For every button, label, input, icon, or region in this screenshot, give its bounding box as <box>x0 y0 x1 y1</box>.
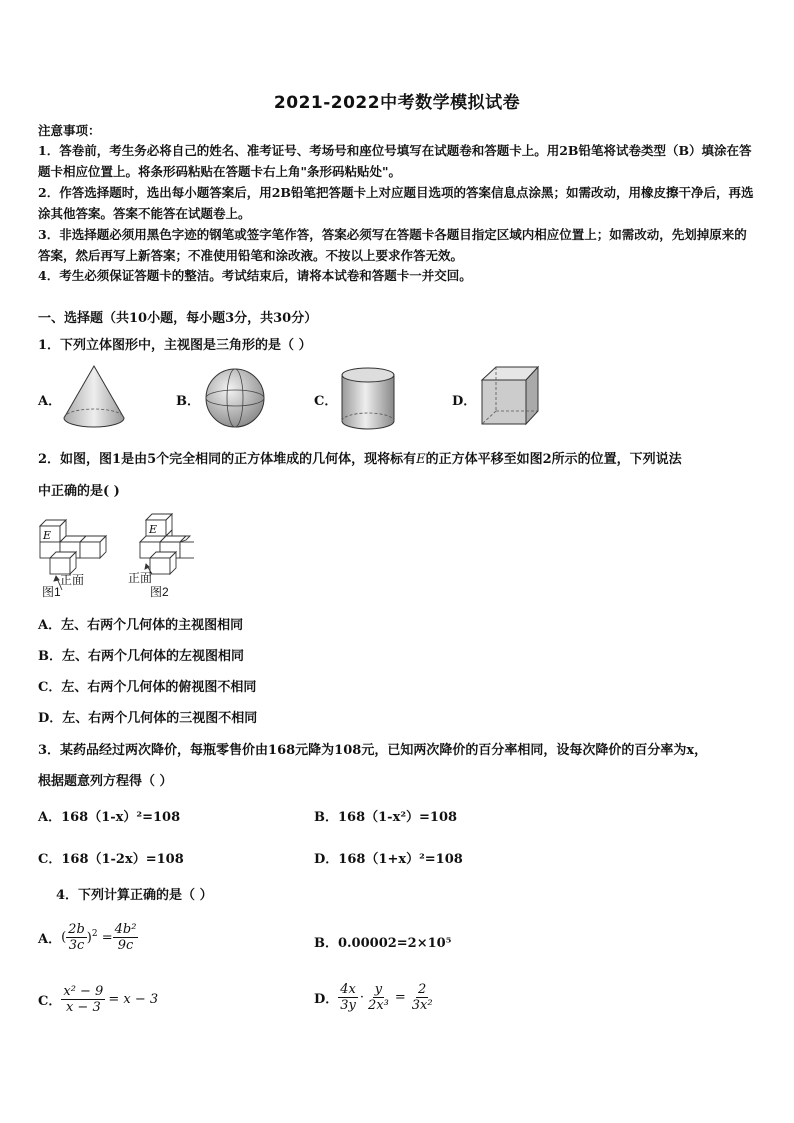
notice-item-4: 4．考生必须保证答题卡的整洁。考试结束后，请将本试卷和答题卡一并交回。 <box>38 268 472 283</box>
q1-option-a-label: A． <box>38 394 62 409</box>
q4-option-b: B．0.00002=2×10⁵ <box>314 936 452 951</box>
q3-option-d: D．168（1+x）²=108 <box>314 852 463 867</box>
notice-item-2: 2．作答选择题时，选出每小题答案后，用2B铅笔把答题卡上对应题目选项的答案信息点涂黑；如需改动，用橡皮擦干净后，再选涂其他答案。答案不能答在试题卷上。 <box>38 185 754 221</box>
notice-item-3: 3．非选择题必须用黑色字迹的钢笔或签字笔作答，答案必须写在答题卡各题目指定区域内相应位置上；如需改动，先划掉原来的答案，然后再写上新答案；不准使用铅笔和涂改液。不按以上要求作答无效。 <box>38 227 747 263</box>
notice-item-1: 1．答卷前，考生务必将自己的姓名、准考证号、考场号和座位号填写在试题卷和答题卡上。用2B铅笔将试卷类型（B）填涂在答题卡相应位置上。将条形码粘贴在答题卡右上角"条形码粘贴处"。 <box>38 143 752 179</box>
fig2-e-label: E <box>149 523 158 536</box>
q2-option-a: A．左、右两个几何体的主视图相同 <box>38 618 244 633</box>
q4-option-d: D． $\frac{4x}{3y}$ · $\frac{y}{\text{2x³}}$ = $\frac{2}{\text{3x²}}$ <box>314 982 433 1013</box>
q4-c-fraction: $\frac{\text{x² − 9}}{x - 3}$ <box>63 984 104 1015</box>
question-1-stem: 1．下列立体图形中，主视图是三角形的是（ ） <box>38 338 312 353</box>
cube-figure <box>478 364 542 428</box>
question-3-stem-line-1: 3．某药品经过两次降价，每瓶零售价由168元降为108元，已知两次降价的百分率相同，设每次降价的百分率为x， <box>38 743 708 758</box>
q2-option-b: B．左、右两个几何体的左视图相同 <box>38 649 244 664</box>
q4-option-c: C． $\frac{\text{x² − 9}}{x - 3}$ = x − 3 <box>38 984 159 1015</box>
fig1-front-label: 正面 <box>60 573 85 587</box>
cylinder-figure <box>338 366 398 432</box>
q3-option-a: A．168（1-x）²=108 <box>38 810 181 825</box>
fig2-caption: 图2 <box>150 585 169 599</box>
q1-option-b-label: B． <box>176 394 200 409</box>
q4-a-lhs-fraction: $\frac{2b}{3c}$ <box>68 922 85 953</box>
q1-option-d-label: D． <box>452 394 477 409</box>
q2-option-c: C．左、右两个几何体的俯视图不相同 <box>38 680 257 695</box>
cone-figure <box>60 364 130 430</box>
q1-option-c-label: C． <box>314 394 338 409</box>
q4-option-a: A． ( $\frac{2b}{3c}$ )$^2$ = $\frac{\text{4b²}}{9c}$ <box>38 922 137 953</box>
question-2-stem-line-1: 2．如图，图1是由5个完全相同的正方体堆成的几何体，现将标有E的正方体平移至如图2所示的位置，下列说法 <box>38 452 682 467</box>
question-2-stem-line-2: 中正确的是( ) <box>38 484 120 499</box>
q3-option-c: C．168（1-2x）=108 <box>38 852 184 867</box>
question-3-stem-line-2: 根据题意列方程得（ ） <box>38 774 173 789</box>
q2-option-d: D．左、右两个几何体的三视图不相同 <box>38 711 258 726</box>
page-title: 2021-2022中考数学模拟试卷 <box>273 93 521 113</box>
fig1-caption: 图1 <box>42 585 61 599</box>
question-4-stem: 4．下列计算正确的是（ ） <box>56 888 213 903</box>
sphere-figure <box>202 366 268 430</box>
section-heading: 一、选择题（共10小题，每小题3分，共30分） <box>38 311 318 326</box>
fig2-front-label: 正面 <box>128 571 153 585</box>
q3-option-b: B．168（1-x²）=108 <box>314 810 458 825</box>
q4-a-rhs-fraction: $\frac{\text{4b²}}{9c}$ <box>114 922 137 953</box>
fig1-e-label: E <box>43 529 52 542</box>
notice-heading: 注意事项： <box>38 123 101 138</box>
